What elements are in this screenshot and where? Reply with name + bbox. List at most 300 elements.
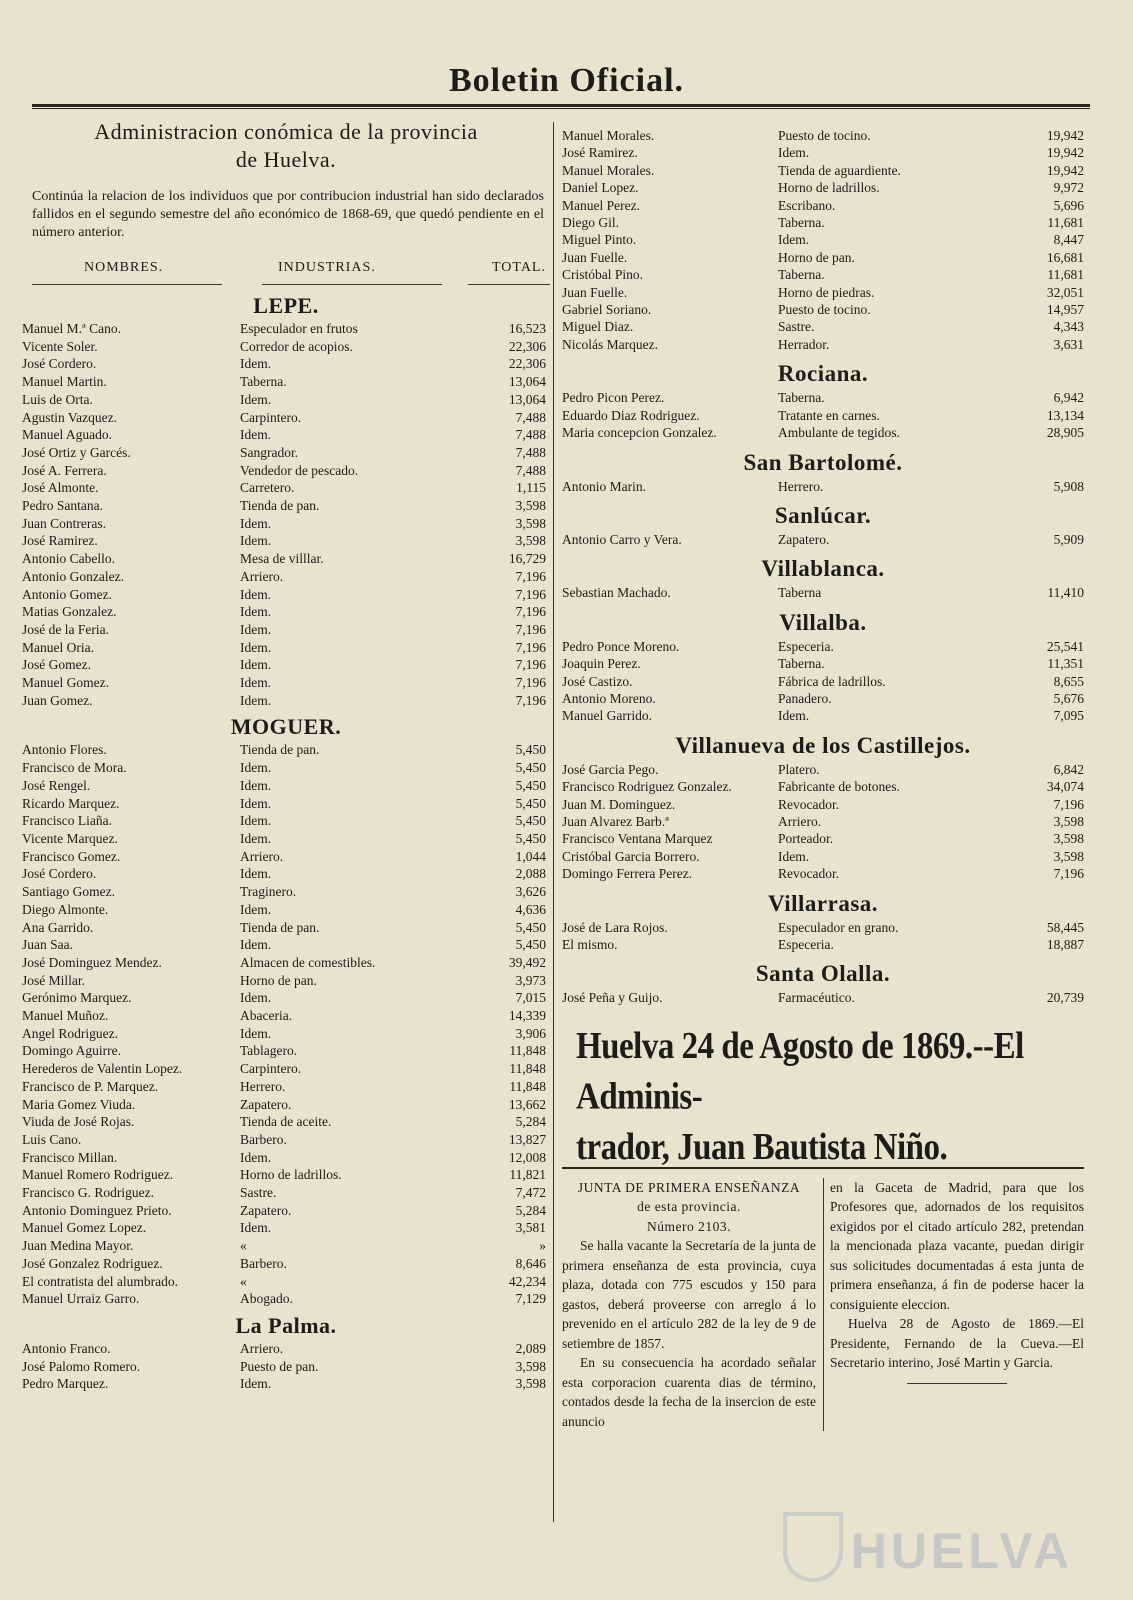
row-name: Luis de Orta. bbox=[22, 391, 93, 407]
table-row bbox=[22, 639, 550, 657]
table-row bbox=[22, 550, 550, 568]
row-total: 22,306 bbox=[508, 356, 546, 372]
row-name: Diego Almonte. bbox=[22, 901, 109, 917]
row-total: 5,450 bbox=[515, 795, 546, 811]
row-industry: Platero. bbox=[778, 761, 820, 777]
row-name: Santiago Gomez. bbox=[22, 884, 115, 900]
table-row bbox=[22, 1131, 550, 1149]
row-name: Pedro Marquez. bbox=[22, 1376, 109, 1392]
row-industry: Idem. bbox=[240, 692, 272, 708]
table-row bbox=[562, 707, 1084, 724]
table-row bbox=[22, 1184, 550, 1202]
row-industry: Escribano. bbox=[778, 197, 836, 213]
row-industry: Tienda de pan. bbox=[240, 742, 320, 758]
table-row bbox=[22, 444, 550, 462]
row-total: 6,942 bbox=[1053, 390, 1084, 406]
row-total: 7,488 bbox=[515, 427, 546, 443]
row-name: José Cordero. bbox=[22, 356, 97, 372]
table-row bbox=[562, 848, 1084, 865]
table-row bbox=[22, 1255, 550, 1273]
table-row bbox=[562, 673, 1084, 690]
row-total: 11,848 bbox=[509, 1061, 546, 1077]
row-total: 5,450 bbox=[515, 742, 546, 758]
row-name: Pedro Ponce Moreno. bbox=[562, 638, 680, 654]
row-name: Maria concepcion Gonzalez. bbox=[562, 425, 717, 441]
row-industry: Carpintero. bbox=[240, 409, 302, 425]
row-name: José Millar. bbox=[22, 972, 85, 988]
row-industry: Carpintero. bbox=[240, 1061, 302, 1077]
row-industry: Mesa de villlar. bbox=[240, 551, 324, 567]
masthead-rule bbox=[32, 104, 1090, 109]
table-row bbox=[562, 179, 1084, 196]
row-industry: Taberna bbox=[778, 585, 822, 601]
table-row bbox=[22, 462, 550, 480]
row-total: 20,739 bbox=[1046, 990, 1084, 1006]
row-name: Pedro Santana. bbox=[22, 498, 103, 514]
row-industry: « bbox=[240, 1273, 247, 1289]
row-industry: Fábrica de ladrillos. bbox=[778, 673, 886, 689]
table-row bbox=[562, 389, 1084, 406]
signature-line1: Huelva 24 de Agosto de 1869.--El Adminis- bbox=[576, 1025, 1024, 1118]
table-row bbox=[22, 1166, 550, 1184]
row-industry: Idem. bbox=[240, 760, 272, 776]
table-row bbox=[22, 1375, 550, 1393]
row-name: Miguel Pinto. bbox=[562, 232, 637, 248]
town-heading: Villablanca. bbox=[761, 556, 885, 582]
row-industry: Zapatero. bbox=[240, 1202, 292, 1218]
row-name: José de Lara Rojos. bbox=[562, 919, 668, 935]
row-total: 3,598 bbox=[515, 498, 546, 514]
table-row bbox=[22, 1007, 550, 1025]
town-heading: Sanlúcar. bbox=[774, 502, 872, 528]
table-row bbox=[22, 989, 550, 1007]
row-total: 6,842 bbox=[1053, 761, 1084, 777]
row-name: Manuel Gomez Lopez. bbox=[22, 1220, 147, 1236]
row-name: Cristóbal Garcia Borrero. bbox=[562, 848, 700, 864]
row-industry: Zapatero. bbox=[240, 1096, 292, 1112]
row-name: Viuda de José Rojas. bbox=[22, 1114, 135, 1130]
row-industry: Idem. bbox=[240, 937, 272, 953]
table-row bbox=[562, 531, 1084, 548]
table-row bbox=[22, 1219, 550, 1237]
table-row bbox=[22, 1078, 550, 1096]
row-industry: Idem. bbox=[240, 830, 272, 846]
row-total: 19,942 bbox=[1046, 145, 1084, 161]
row-industry: Idem. bbox=[240, 866, 272, 882]
row-industry: Arriero. bbox=[778, 813, 822, 829]
row-total: 4,343 bbox=[1053, 319, 1084, 335]
row-name: Juan M. Dominguez. bbox=[562, 796, 676, 812]
table-row bbox=[562, 407, 1084, 424]
row-total: 5,284 bbox=[515, 1114, 546, 1130]
row-name: Antonio Carro y Vera. bbox=[562, 531, 682, 547]
row-industry: Revocador. bbox=[778, 866, 840, 882]
table-row bbox=[22, 1149, 550, 1167]
table-row bbox=[22, 1273, 550, 1291]
row-name: Juan Fuelle. bbox=[562, 284, 628, 300]
header-names: NOMBRES. bbox=[84, 260, 164, 275]
row-industry: Vendedor de pescado. bbox=[240, 462, 359, 478]
row-name: Juan Fuelle. bbox=[562, 249, 628, 265]
table-row bbox=[22, 621, 550, 639]
table-row bbox=[562, 249, 1084, 266]
admin-title-line2: de Huelva. bbox=[235, 147, 337, 172]
row-industry: Taberna. bbox=[778, 215, 825, 231]
junta-caption-1: JUNTA DE PRIMERA ENSEÑANZA bbox=[577, 1179, 801, 1195]
row-total: 2,089 bbox=[515, 1340, 546, 1356]
row-name: Antonio Moreno. bbox=[562, 690, 656, 706]
row-total: 5,450 bbox=[515, 777, 546, 793]
row-industry: Herrero. bbox=[778, 478, 824, 494]
row-name: Gerónimo Marquez. bbox=[22, 990, 132, 1006]
row-name: Manuel Oria. bbox=[22, 639, 94, 655]
table-row bbox=[562, 162, 1084, 179]
table-row bbox=[22, 883, 550, 901]
row-total: 5,908 bbox=[1053, 478, 1084, 494]
junta-caption-2: de esta provincia. bbox=[637, 1199, 741, 1215]
row-industry: Taberna. bbox=[240, 374, 287, 390]
row-industry: Tienda de aguardiente. bbox=[778, 162, 901, 178]
row-total: 3,973 bbox=[515, 972, 546, 988]
table-row bbox=[562, 655, 1084, 672]
row-total: 28,905 bbox=[1046, 425, 1084, 441]
row-total: 3,598 bbox=[515, 1358, 546, 1374]
row-name: Domingo Ferrera Perez. bbox=[562, 866, 693, 882]
row-total: 5,450 bbox=[515, 813, 546, 829]
row-total: 7,015 bbox=[515, 990, 546, 1006]
row-industry: Puesto de tocino. bbox=[778, 128, 871, 143]
row-name: José Ramirez. bbox=[22, 533, 98, 549]
table-row bbox=[562, 197, 1084, 214]
row-industry: Arriero. bbox=[240, 848, 284, 864]
row-name: Miguel Diaz. bbox=[562, 319, 634, 335]
row-industry: Horno de pan. bbox=[240, 972, 317, 988]
row-industry: Taberna. bbox=[778, 390, 825, 406]
signature-line2: trador, Juan Bautista Niño. bbox=[576, 1126, 948, 1169]
row-total: 3,598 bbox=[515, 515, 546, 531]
row-total: 7,129 bbox=[515, 1291, 546, 1307]
table-row bbox=[22, 848, 550, 866]
table-row bbox=[22, 497, 550, 515]
row-industry: Barbero. bbox=[240, 1255, 287, 1271]
row-industry: Taberna. bbox=[778, 267, 825, 283]
table-row bbox=[22, 972, 550, 990]
row-industry: Horno de pan. bbox=[778, 249, 855, 265]
row-total: 13,827 bbox=[508, 1131, 546, 1147]
row-industry: Idem. bbox=[778, 232, 810, 248]
row-total: 7,196 bbox=[515, 586, 546, 602]
table-row bbox=[562, 865, 1084, 882]
row-total: 5,676 bbox=[1053, 690, 1084, 706]
row-name: Sebastian Machado. bbox=[562, 585, 671, 601]
watermark-text: HUELVA bbox=[850, 1523, 1073, 1579]
row-industry: Idem. bbox=[240, 657, 272, 673]
junta-paragraph-3: en la Gaceta de Madrid, para que los Profesores que, adornados de los requisitos exigidos por el citado artículo 282, pretendan la mencionada plaza vacante, puedan dirigir sus solicitudes documentadas á esta junta de primera enseñanza, á fin de poderse hacer la consiguiente eleccion. bbox=[830, 1179, 1084, 1312]
row-name: Matias Gonzalez. bbox=[22, 604, 117, 620]
row-total: 22,306 bbox=[508, 338, 546, 354]
row-total: 32,051 bbox=[1046, 284, 1084, 300]
row-total: 19,942 bbox=[1046, 162, 1084, 178]
row-total: 12,008 bbox=[508, 1149, 546, 1165]
row-total: 2,088 bbox=[515, 866, 546, 882]
row-total: 18,887 bbox=[1046, 937, 1084, 952]
row-total: 14,339 bbox=[508, 1008, 546, 1024]
row-total: 11,681 bbox=[1047, 267, 1084, 283]
row-total: 13,064 bbox=[508, 374, 546, 390]
table-row bbox=[22, 1042, 550, 1060]
town-heading: MOGUER. bbox=[230, 714, 342, 740]
table-row bbox=[22, 320, 550, 338]
row-total: 7,196 bbox=[515, 692, 546, 708]
table-row bbox=[562, 266, 1084, 283]
row-total: 3,581 bbox=[515, 1220, 546, 1236]
junta-column-1 bbox=[562, 1178, 816, 1432]
row-total: 1,115 bbox=[516, 480, 546, 496]
row-industry: Horno de ladrillos. bbox=[778, 180, 880, 196]
row-industry: Fabricante de botones. bbox=[778, 779, 900, 795]
row-name: Antonio Dominguez Prieto. bbox=[22, 1202, 172, 1218]
row-name: Ricardo Marquez. bbox=[22, 795, 120, 811]
row-total: 7,196 bbox=[515, 621, 546, 637]
row-industry: Traginero. bbox=[240, 884, 297, 900]
junta-column-2 bbox=[830, 1178, 1084, 1432]
row-total: 8,655 bbox=[1053, 673, 1084, 689]
table-row bbox=[22, 901, 550, 919]
row-industry: Herrero. bbox=[240, 1078, 286, 1094]
column-divider bbox=[553, 122, 554, 1522]
table-row bbox=[22, 515, 550, 533]
table-row bbox=[22, 1358, 550, 1376]
row-total: 11,351 bbox=[1047, 656, 1084, 672]
row-industry: Sangrador. bbox=[240, 444, 299, 460]
masthead-title: Boletin Oficial. bbox=[448, 62, 685, 99]
row-name: Ana Garrido. bbox=[22, 919, 94, 935]
row-total: 7,196 bbox=[515, 639, 546, 655]
row-total: 5,909 bbox=[1053, 531, 1084, 547]
row-industry: Especeria. bbox=[778, 937, 834, 952]
table-row bbox=[562, 796, 1084, 813]
table-row bbox=[22, 373, 550, 391]
junta-notice bbox=[562, 1178, 1084, 1432]
row-name: Juan Contreras. bbox=[22, 515, 106, 531]
row-name: Vicente Marquez. bbox=[22, 830, 118, 846]
row-industry: Idem. bbox=[240, 795, 272, 811]
right-sections bbox=[562, 127, 1084, 1007]
row-industry: Tienda de pan. bbox=[240, 919, 320, 935]
row-name: Manuel Morales. bbox=[562, 162, 655, 178]
row-industry: Idem. bbox=[240, 621, 272, 637]
table-row bbox=[22, 759, 550, 777]
table-row bbox=[562, 127, 1084, 144]
row-name: Manuel Perez. bbox=[562, 197, 640, 213]
table-row bbox=[22, 426, 550, 444]
row-name: José Gomez. bbox=[22, 657, 91, 673]
admin-title bbox=[22, 118, 550, 174]
row-name: Vicente Soler. bbox=[22, 338, 98, 354]
row-total: 8,447 bbox=[1053, 232, 1084, 248]
row-industry: Sastre. bbox=[778, 319, 815, 335]
row-name: Maria Gomez Viuda. bbox=[22, 1096, 136, 1112]
row-industry: Idem. bbox=[240, 604, 272, 620]
table-row bbox=[22, 1096, 550, 1114]
row-total: 3,626 bbox=[515, 884, 546, 900]
row-industry: Tienda de pan. bbox=[240, 498, 320, 514]
row-total: 39,492 bbox=[508, 954, 546, 970]
row-industry: Horno de ladrillos. bbox=[240, 1167, 342, 1183]
table-row bbox=[562, 144, 1084, 161]
row-total: 7,196 bbox=[515, 675, 546, 691]
row-industry: Idem. bbox=[240, 1376, 272, 1392]
row-name: Antonio Marin. bbox=[562, 478, 646, 494]
row-total: 3,598 bbox=[515, 1376, 546, 1392]
row-name: Manuel Martin. bbox=[22, 374, 107, 390]
row-name: Antonio Gomez. bbox=[22, 586, 112, 602]
table-row bbox=[22, 603, 550, 621]
junta-number: Número 2103. bbox=[647, 1218, 731, 1234]
table-row bbox=[22, 586, 550, 604]
row-name: El mismo. bbox=[562, 937, 618, 952]
row-name: José Ramirez. bbox=[562, 145, 638, 161]
table-row bbox=[22, 795, 550, 813]
row-total: 5,696 bbox=[1053, 197, 1084, 213]
row-total: 19,942 bbox=[1046, 128, 1084, 143]
row-name: Antonio Flores. bbox=[22, 742, 107, 758]
row-industry: Idem. bbox=[240, 515, 272, 531]
row-name: José Rengel. bbox=[22, 777, 91, 793]
row-industry: Ambulante de tegidos. bbox=[778, 425, 900, 441]
row-name: Antonio Cabello. bbox=[22, 551, 115, 567]
row-name: El contratista del alumbrado. bbox=[22, 1273, 178, 1289]
row-name: José Peña y Guijo. bbox=[562, 990, 663, 1006]
row-total: 3,598 bbox=[1053, 813, 1084, 829]
row-industry: Idem. bbox=[240, 391, 272, 407]
junta-divider bbox=[823, 1178, 824, 1432]
table-row bbox=[562, 231, 1084, 248]
row-industry: Puesto de pan. bbox=[240, 1358, 319, 1374]
table-row bbox=[22, 656, 550, 674]
town-heading: Villanueva de los Castillejos. bbox=[675, 732, 971, 758]
row-name: Manuel Garrido. bbox=[562, 708, 652, 724]
row-total: 3,598 bbox=[515, 533, 546, 549]
row-name: Francisco Millan. bbox=[22, 1149, 118, 1165]
row-industry: Revocador. bbox=[778, 796, 840, 812]
table-row bbox=[562, 284, 1084, 301]
table-row bbox=[22, 674, 550, 692]
junta-end-rule bbox=[907, 1383, 1007, 1384]
row-total: 5,450 bbox=[515, 760, 546, 776]
row-industry: Corredor de acopios. bbox=[240, 338, 353, 354]
row-industry: Tratante en carnes. bbox=[778, 407, 880, 423]
table-row bbox=[562, 214, 1084, 231]
table-row bbox=[562, 830, 1084, 847]
town-heading: La Palma. bbox=[235, 1312, 337, 1338]
row-name: Pedro Picon Perez. bbox=[562, 390, 665, 406]
watermark-shield-icon bbox=[783, 1512, 843, 1582]
row-industry: Farmacéutico. bbox=[778, 990, 855, 1006]
row-total: 25,541 bbox=[1046, 638, 1084, 654]
table-row bbox=[22, 355, 550, 373]
row-name: José Palomo Romero. bbox=[22, 1358, 141, 1374]
row-total: 7,196 bbox=[1053, 866, 1084, 882]
right-column bbox=[562, 127, 1084, 1431]
table-row bbox=[562, 478, 1084, 495]
junta-paragraph-1: Se halla vacante la Secretaría de la junta de primera enseñanza de esta provincia, cuya plaza, dotada con 775 escudos y 150 para gastos, deberá proveerse con arreglo á lo prevenido en el artículo 282 de la ley de 9 de setiembre de 1857. bbox=[562, 1238, 816, 1351]
row-industry: Idem. bbox=[240, 901, 272, 917]
row-name: José de la Feria. bbox=[22, 621, 109, 637]
header-rules bbox=[22, 276, 550, 288]
row-name: Juan Alvarez Barb.ª bbox=[562, 813, 669, 829]
row-industry: Horno de piedras. bbox=[778, 284, 875, 300]
row-name: Gabriel Soriano. bbox=[562, 302, 652, 318]
row-industry: Idem. bbox=[240, 533, 272, 549]
row-name: Juan Medina Mayor. bbox=[22, 1238, 134, 1254]
row-total: 7,196 bbox=[515, 604, 546, 620]
row-total: 3,631 bbox=[1053, 336, 1084, 352]
junta-paragraph-2: En su consecuencia ha acordado señalar esta corporacion cuarenta dias de término, contados desde la fecha de la insercion de este anuncio bbox=[562, 1355, 816, 1429]
table-row bbox=[562, 690, 1084, 707]
intro-paragraph: Continúa la relacion de los individuos que por contribucion industrial han sido declarados fallidos en el segundo semestre del año económico de 1868-69, que quedó pendiente en el número anterior. bbox=[32, 189, 544, 240]
table-row bbox=[562, 936, 1084, 953]
row-total: 42,234 bbox=[508, 1273, 546, 1289]
row-industry: Idem. bbox=[778, 848, 810, 864]
row-total: 5,450 bbox=[515, 937, 546, 953]
column-headers bbox=[22, 260, 550, 276]
row-total: 14,957 bbox=[1046, 302, 1084, 318]
row-name: Herederos de Valentin Lopez. bbox=[22, 1061, 183, 1077]
row-industry: Porteador. bbox=[778, 831, 834, 847]
row-total: 7,472 bbox=[515, 1185, 546, 1201]
row-industry: Arriero. bbox=[240, 1340, 284, 1356]
row-total: 3,598 bbox=[1053, 831, 1084, 847]
row-name: Francisco Rodriguez Gonzalez. bbox=[562, 779, 732, 795]
row-total: 7,196 bbox=[515, 568, 546, 584]
row-industry: Almacen de comestibles. bbox=[240, 954, 376, 970]
row-industry: Especulador en grano. bbox=[778, 919, 899, 935]
row-total: 7,488 bbox=[515, 444, 546, 460]
table-row bbox=[562, 638, 1084, 655]
table-row bbox=[562, 301, 1084, 318]
table-row bbox=[22, 830, 550, 848]
row-industry: Arriero. bbox=[240, 568, 284, 584]
table-row bbox=[22, 692, 550, 710]
table-row bbox=[562, 761, 1084, 778]
row-total: 8,646 bbox=[515, 1255, 546, 1271]
row-name: Francisco Gomez. bbox=[22, 848, 121, 864]
row-total: 34,074 bbox=[1046, 779, 1084, 795]
row-name: Antonio Gonzalez. bbox=[22, 568, 124, 584]
junta-paragraph-4: Huelva 28 de Agosto de 1869.—El Presidente, Fernando de la Cueva.—El Secretario interino, José Martin y Garcia. bbox=[830, 1316, 1084, 1371]
row-total: 58,445 bbox=[1046, 919, 1084, 935]
row-industry: Abogado. bbox=[240, 1291, 293, 1307]
table-row bbox=[22, 865, 550, 883]
row-name: Juan Saa. bbox=[22, 937, 73, 953]
table-row bbox=[22, 568, 550, 586]
row-name: José Dominguez Mendez. bbox=[22, 954, 162, 970]
row-name: José Garcia Pego. bbox=[562, 761, 659, 777]
row-total: 16,681 bbox=[1046, 249, 1084, 265]
row-total: 4,636 bbox=[515, 901, 546, 917]
row-name: Luis Cano. bbox=[22, 1131, 82, 1147]
table-row bbox=[562, 584, 1084, 601]
table-row bbox=[22, 1237, 550, 1255]
row-industry: Idem. bbox=[240, 813, 272, 829]
row-name: Nicolás Marquez. bbox=[562, 336, 658, 352]
table-row bbox=[22, 391, 550, 409]
row-total: 7,488 bbox=[515, 462, 546, 478]
header-industries: INDUSTRIAS. bbox=[278, 260, 376, 275]
row-industry: Idem. bbox=[240, 1149, 272, 1165]
row-industry: Taberna. bbox=[778, 656, 825, 672]
